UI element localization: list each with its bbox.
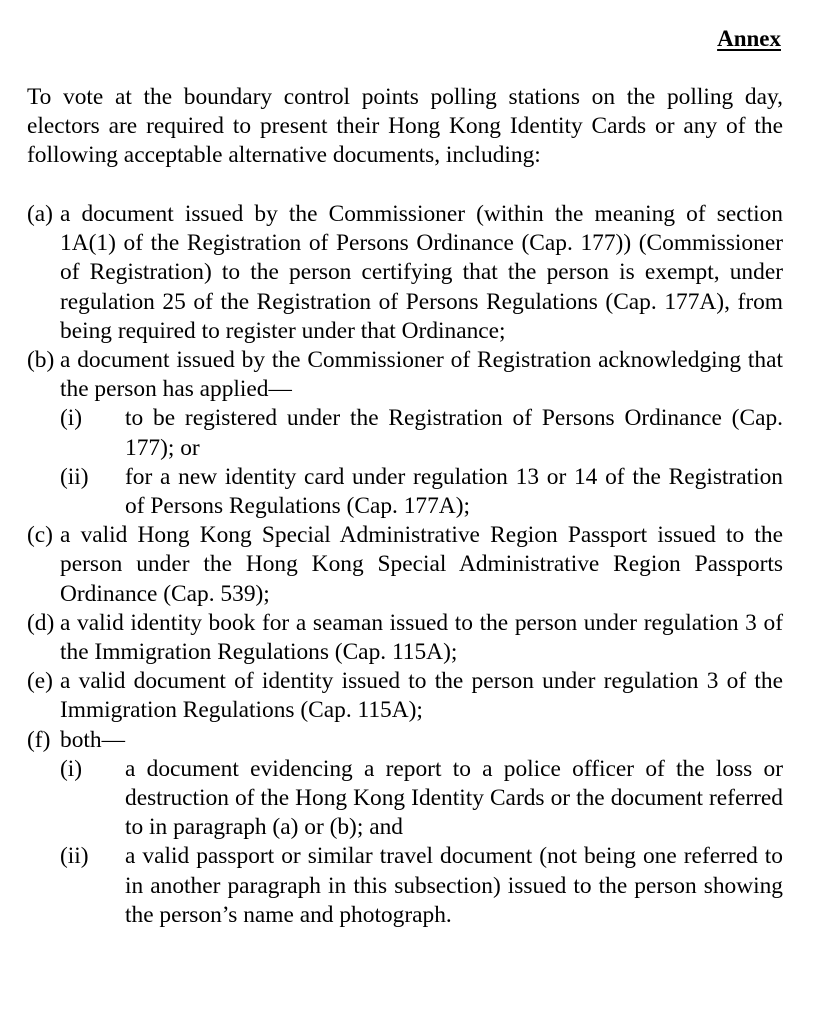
item-label: (c) [27, 522, 53, 549]
item-text: a valid Hong Kong Special Administrative Region Passport issued to the person under the Hong Kong Special Administrative Region Passports Ordinance (Cap. 539); [60, 522, 783, 607]
item-label: (b) [27, 347, 55, 374]
item-label: (d) [27, 609, 55, 636]
item-text: both— [60, 726, 125, 753]
sub-item-text: a valid passport or similar travel document (not being one referred to in another paragraph in this subsection) issued to the person showing the person’s name and photograph. [125, 843, 783, 928]
list-item-b [27, 346, 783, 521]
sub-item-f-i [27, 755, 783, 843]
item-text: a document issued by the Commissioner of Registration acknowledging that the person has applied— [60, 347, 783, 403]
item-text: a document issued by the Commissioner (within the meaning of section 1A(1) of the Registration of Persons Ordinance (Cap. 177)) (Commissioner of Registration) to the person certifying that the person is exempt, under regulation 25 of the Registration of Persons Regulations (Cap. 177A), from being required to register under that Ordinance; [60, 201, 783, 344]
sub-item-label: (ii) [60, 843, 89, 870]
sub-item-b-ii [27, 463, 783, 521]
annex-heading: Annex [717, 26, 781, 51]
sub-item-text: for a new identity card under regulation 13 or 14 of the Registration of Persons Regulations (Cap. 177A); [125, 463, 783, 520]
list-item-c [27, 521, 783, 609]
item-label: (a) [27, 201, 53, 227]
item-label: (f) [27, 726, 51, 753]
item-text: a valid identity book for a seaman issued to the person under regulation 3 of the Immigration Regulations (Cap. 115A); [60, 609, 783, 666]
documents-list [27, 200, 783, 930]
list-item-f [27, 726, 783, 930]
sub-item-text: to be registered under the Registration of Persons Ordinance (Cap. 177); or [125, 405, 783, 461]
intro-paragraph: To vote at the boundary control points polling stations on the polling day, electors are required to present their Hong Kong Identity Cards or any of the following acceptable alternative documents, including: [27, 84, 783, 169]
sub-item-text: a document evidencing a report to a police officer of the loss or destruction of the Hong Kong Identity Cards or the document referred to in paragraph (a) or (b); and [125, 755, 783, 841]
item-label: (e) [27, 668, 53, 695]
list-item-d [27, 609, 783, 667]
sub-item-label: (ii) [60, 463, 89, 490]
sub-item-label: (i) [60, 405, 83, 432]
list-item-e [27, 667, 783, 725]
list-item-a [27, 200, 783, 346]
sub-item-f-ii [27, 842, 783, 930]
item-text: a valid document of identity issued to the person under regulation 3 of the Immigration Regulations (Cap. 115A); [60, 668, 783, 724]
sub-item-label: (i) [60, 755, 83, 782]
sub-item-b-i [27, 404, 783, 462]
